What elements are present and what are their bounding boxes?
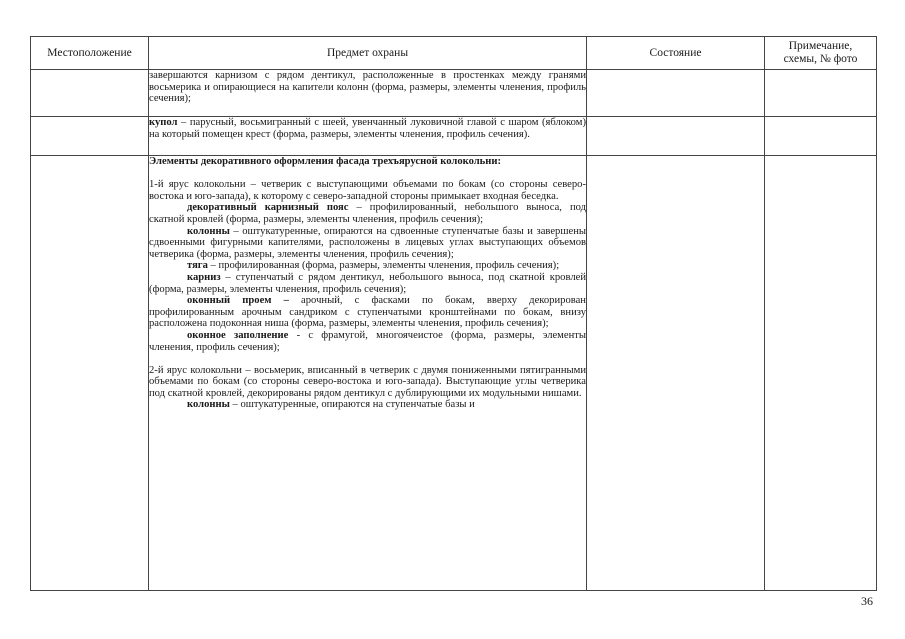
bold-term: оконный проем – xyxy=(187,295,289,307)
header-subject: Предмет охраны xyxy=(149,37,587,70)
header-note-line1: Примечание, xyxy=(788,40,853,52)
table-row xyxy=(31,156,877,591)
location-cell xyxy=(31,70,149,117)
table-row xyxy=(31,70,877,117)
tier1-items xyxy=(149,202,586,353)
subject-cell xyxy=(149,70,587,117)
header-location: Местоположение xyxy=(31,37,149,70)
term-description: - с фрамугой, многоячеистое (форма, размеры, элементы членения, профиль сечения); xyxy=(149,329,586,353)
bold-term: колонны xyxy=(187,399,230,411)
note-cell xyxy=(765,156,877,591)
state-cell xyxy=(587,117,765,156)
term-description: – оштукатуренные, опираются на сдвоенные ступенчатые базы и завершены сдвоенными фигурными капителями, расположены в лицевых углах выступающих объемов четверика (форма, размеры, элементы членения, профиль сечения); xyxy=(149,225,586,260)
bold-term: декоративный карнизный пояс xyxy=(187,202,349,214)
list-item xyxy=(149,260,586,272)
tier2-paragraph: 2-й ярус колокольни – восьмерик, вписанный в четверик с двумя пониженными пятигранными объемами по бокам (со стороны северо-востока и юго-запада). Выступающие углы четверика под скатной кровлей, декорированы рядом дентикул с дублирующими их модульными нишами. xyxy=(149,364,586,399)
tier1-paragraph: 1-й ярус колокольни – четверик с выступающими объемами по бокам (со стороны северо-востока и юго-запада), к которому с северо-западной стороны примыкает входная беседка. xyxy=(149,179,586,202)
protection-table xyxy=(30,36,877,591)
header-state: Состояние xyxy=(587,37,765,70)
bold-term: карниз xyxy=(187,271,221,283)
term-description: – парусный, восьмигранный с шеей, увенчанный луковичной главой с шаром (яблоком) на который помещен крест (форма, размеры, элементы членения, профиль сечения). xyxy=(149,117,586,140)
spacer xyxy=(149,353,586,365)
term-description: – профилированная (форма, размеры, элементы членения, профиль сечения); xyxy=(207,260,560,272)
list-item xyxy=(149,295,586,330)
term-description: – профилированный, небольшого выноса, под скатной кровлей (форма, размеры, элементы членения, профиль сечения); xyxy=(149,202,586,225)
note-cell xyxy=(765,70,877,117)
term-description: – ступенчатый с рядом дентикул, небольшого выноса, под скатной кровлей (форма, размеры, элементы членения, профиль сечения); xyxy=(149,271,586,295)
bold-term: купол xyxy=(149,117,178,128)
location-cell xyxy=(31,117,149,156)
term-description: арочный, с фасками по бокам, вверху декорирован профилированным арочным сандриком с ступенчатыми кронштейнами по бокам, внизу расположена подоконная ниша (форма, размеры, элементы членения, профиль сечения); xyxy=(149,295,586,330)
list-item xyxy=(149,272,586,295)
section-title xyxy=(149,156,586,168)
state-cell xyxy=(587,70,765,117)
subject-cell xyxy=(149,117,587,156)
location-cell xyxy=(31,156,149,591)
list-item xyxy=(149,330,586,353)
bold-term: колонны xyxy=(187,225,230,237)
spacer xyxy=(149,168,586,180)
tier2-items xyxy=(149,399,586,411)
page-number: 36 xyxy=(861,594,873,608)
bold-term: тяга xyxy=(187,260,208,272)
paragraph xyxy=(149,117,586,140)
note-cell xyxy=(765,117,877,156)
bold-term: оконное заполнение xyxy=(187,329,289,341)
header-row xyxy=(31,37,877,70)
paragraph: завершаются карнизом с рядом дентикул, расположенные в простенках между гранями восьмерика и опирающиеся на капители колонн (форма, размеры, элементы членения, профиль сечения); xyxy=(149,70,586,105)
list-item xyxy=(149,399,586,411)
subject-cell xyxy=(149,156,587,591)
table-row xyxy=(31,117,877,156)
list-item xyxy=(149,226,586,261)
subject-content xyxy=(149,156,586,590)
list-item xyxy=(149,202,586,225)
header-note-line2: схемы, № фото xyxy=(783,53,858,65)
state-cell xyxy=(587,156,765,591)
header-note xyxy=(765,37,877,70)
term-description: – оштукатуренные, опираются на ступенчатые базы и xyxy=(229,399,475,411)
section-title-text: Элементы декоративного оформления фасада трехъярусной колокольни: xyxy=(149,156,502,167)
